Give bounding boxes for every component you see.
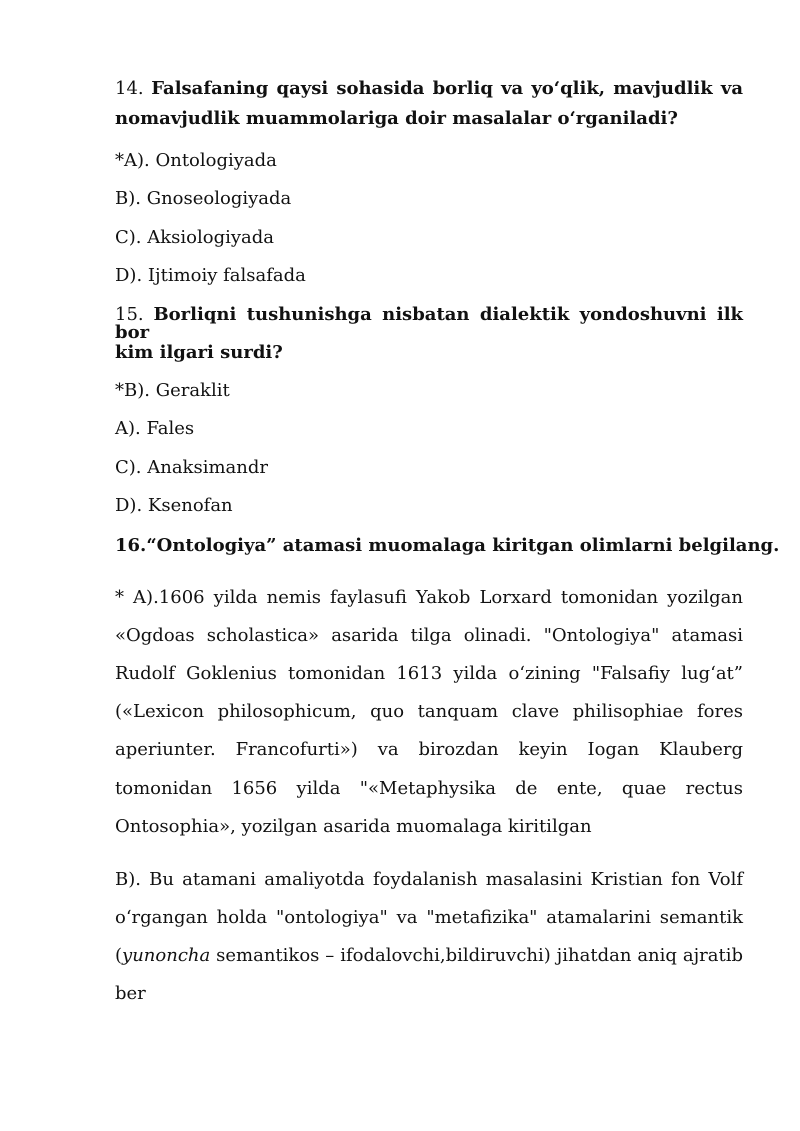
answer-b-line-3-rest: semantikos – ifodalovchi,bildiruvchi) jihatdan aniq ajratib [210,945,743,966]
question-15-text-1: Borliqni tushunishga nisbatan dialektik yondoshuvni ilk bor [115,304,743,343]
question-14-option-b: B). Gnoseologiyada [115,188,292,209]
question-14-text-1: Falsafaning qaysi sohasida borliq va yo‘qlik, mavjudlik va [151,78,743,99]
question-14-line-2: nomavjudlik muammolariga doir masalalar o‘rganiladi? [115,108,678,129]
question-16-answer-a-line-5: aperiunter. Francofurti») va birozdan keyin Iogan Klauberg [115,739,743,760]
question-15-option-d: D). Ksenofan [115,495,233,516]
question-15-line-1 [115,306,743,342]
answer-b-paren-open: ( [115,945,123,966]
question-15-option-b: *B). Geraklit [115,380,230,401]
question-15-number: 15. [115,304,144,325]
question-16-answer-b-line-4: ber [115,983,146,1004]
question-16-heading: 16.“Ontologiya” atamasi muomalaga kiritgan olimlarni belgilang. [115,535,780,556]
question-16-answer-b-line-1: B). Bu atamani amaliyotda foydalanish masalasini Kristian fon Volf [115,869,743,890]
question-15-option-a: A). Fales [115,418,195,439]
question-16-answer-a-line-4: («Lexicon philosophicum, quo tanquam clave philisophiae fores [115,701,743,722]
question-14-option-c: C). Aksiologiyada [115,227,275,248]
question-16-answer-a-line-7: Ontosophia», yozilgan asarida muomalaga kiritilgan [115,816,592,837]
question-14-line-1 [115,80,743,98]
question-16-answer-a-line-6: tomonidan 1656 yilda "«Metaphysika de ente, quae rectus [115,778,743,799]
question-16-answer-b-line-3 [115,947,743,965]
question-15-option-c: C). Anaksimandr [115,457,268,478]
question-14-option-d: D). Ijtimoiy falsafada [115,265,306,286]
answer-b-italic-word: yunoncha [122,945,211,966]
question-16-answer-a-line-1: * A).1606 yilda nemis faylasufi Yakob Lorxard tomonidan yozilgan [115,587,743,608]
question-16-answer-a-line-3: Rudolf Goklenius tomonidan 1613 yilda o‘zining "Falsafiy lug‘at” [115,663,743,684]
question-15-line-2: kim ilgari surdi? [115,342,283,363]
question-14-option-a: *A). Ontologiyada [115,150,277,171]
question-14-number: 14. [115,78,144,99]
question-16-answer-a-line-2: «Ogdoas scholastica» asarida tilga olinadi. "Ontologiya" atamasi [115,625,743,646]
question-16-answer-b-line-2: o‘rgangan holda "ontologiya" va "metafizika" atamalarini semantik [115,907,743,928]
